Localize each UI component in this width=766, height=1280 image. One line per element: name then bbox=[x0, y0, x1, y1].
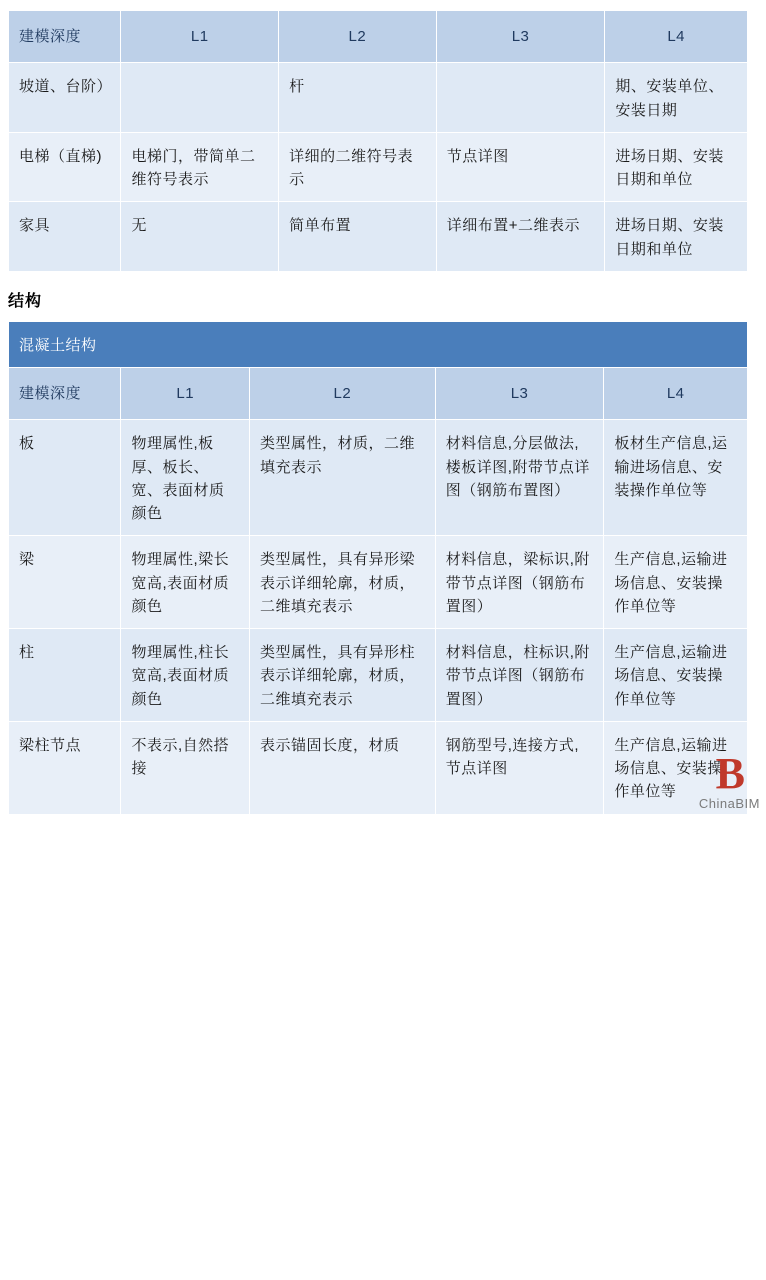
table-band-title: 混凝土结构 bbox=[9, 321, 748, 367]
cell-l3 bbox=[436, 63, 605, 133]
row-label: 板 bbox=[9, 420, 121, 536]
cell-l2: 详细的二维符号表示 bbox=[279, 132, 437, 202]
header-cell-depth: 建模深度 bbox=[9, 11, 121, 63]
cell-l4: 生产信息,运输进场信息、安装操作单位等 bbox=[604, 536, 748, 629]
cell-l3: 材料信息，柱标识,附带节点详图（钢筋布置图） bbox=[435, 629, 604, 722]
table-row bbox=[9, 721, 748, 814]
cell-l4: 期、安装单位、安装日期 bbox=[605, 63, 748, 133]
cell-l1: 无 bbox=[121, 202, 279, 272]
header-cell-l2: L2 bbox=[279, 11, 437, 63]
cell-l4: 进场日期、安装日期和单位 bbox=[605, 202, 748, 272]
table-row bbox=[9, 202, 748, 272]
table-structure bbox=[8, 321, 748, 815]
row-label: 梁 bbox=[9, 536, 121, 629]
cell-l4: 生产信息,运输进场信息、安装操作单位等 bbox=[604, 721, 748, 814]
cell-l2: 简单布置 bbox=[279, 202, 437, 272]
cell-l1: 不表示,自然搭接 bbox=[121, 721, 250, 814]
top-spacer bbox=[0, 0, 766, 10]
cell-l2: 类型属性，具有异形柱表示详细轮廓，材质，二维填充表示 bbox=[249, 629, 435, 722]
cell-l1: 电梯门，带简单二维符号表示 bbox=[121, 132, 279, 202]
page-title: 结构 bbox=[8, 292, 43, 310]
header-cell-l1: L1 bbox=[121, 11, 279, 63]
row-label: 家具 bbox=[9, 202, 121, 272]
header-cell-l4: L4 bbox=[605, 11, 748, 63]
cell-l4: 生产信息,运输进场信息、安装操作单位等 bbox=[604, 629, 748, 722]
watermark-label: ChinaBIM bbox=[698, 795, 760, 811]
cell-l3: 材料信息,分层做法,楼板详图,附带节点详图（钢筋布置图） bbox=[435, 420, 604, 536]
table-row bbox=[9, 132, 748, 202]
table-row bbox=[9, 629, 748, 722]
row-label: 柱 bbox=[9, 629, 121, 722]
cell-l2: 表示锚固长度，材质 bbox=[249, 721, 435, 814]
table-row bbox=[9, 536, 748, 629]
cell-l2: 类型属性，材质，二维填充表示 bbox=[249, 420, 435, 536]
table-top bbox=[8, 10, 748, 272]
table-top-header-row bbox=[9, 11, 748, 63]
cell-l2: 类型属性，具有异形梁表示详细轮廓，材质，二维填充表示 bbox=[249, 536, 435, 629]
table-row bbox=[9, 420, 748, 536]
table-row bbox=[9, 63, 748, 133]
header-cell-l3: L3 bbox=[436, 11, 605, 63]
row-label: 坡道、台阶） bbox=[9, 63, 121, 133]
header-cell-depth: 建模深度 bbox=[9, 368, 121, 420]
cell-l3: 详细布置+二维表示 bbox=[436, 202, 605, 272]
cell-l1: 物理属性,板厚、板长、宽、表面材质颜色 bbox=[121, 420, 250, 536]
header-cell-l2: L2 bbox=[249, 368, 435, 420]
cell-l3: 材料信息，梁标识,附带节点详图（钢筋布置图） bbox=[435, 536, 604, 629]
cell-l1 bbox=[121, 63, 279, 133]
cell-l4: 板材生产信息,运输进场信息、安装操作单位等 bbox=[604, 420, 748, 536]
cell-l1: 物理属性,梁长宽高,表面材质颜色 bbox=[121, 536, 250, 629]
watermark bbox=[640, 748, 760, 811]
cell-l4: 进场日期、安装日期和单位 bbox=[605, 132, 748, 202]
header-cell-l4: L4 bbox=[604, 368, 748, 420]
row-label: 电梯（直梯) bbox=[9, 132, 121, 202]
table-structure-header-row bbox=[9, 368, 748, 420]
cell-l1: 物理属性,柱长宽高,表面材质颜色 bbox=[121, 629, 250, 722]
header-cell-l1: L1 bbox=[121, 368, 250, 420]
cell-l3: 节点详图 bbox=[436, 132, 605, 202]
table-structure-band-row bbox=[9, 321, 748, 367]
row-label: 梁柱节点 bbox=[9, 721, 121, 814]
watermark-logo-icon: B bbox=[715, 748, 744, 798]
cell-l2: 杆 bbox=[279, 63, 437, 133]
cell-l3: 钢筋型号,连接方式,节点详图 bbox=[435, 721, 604, 814]
header-cell-l3: L3 bbox=[435, 368, 604, 420]
